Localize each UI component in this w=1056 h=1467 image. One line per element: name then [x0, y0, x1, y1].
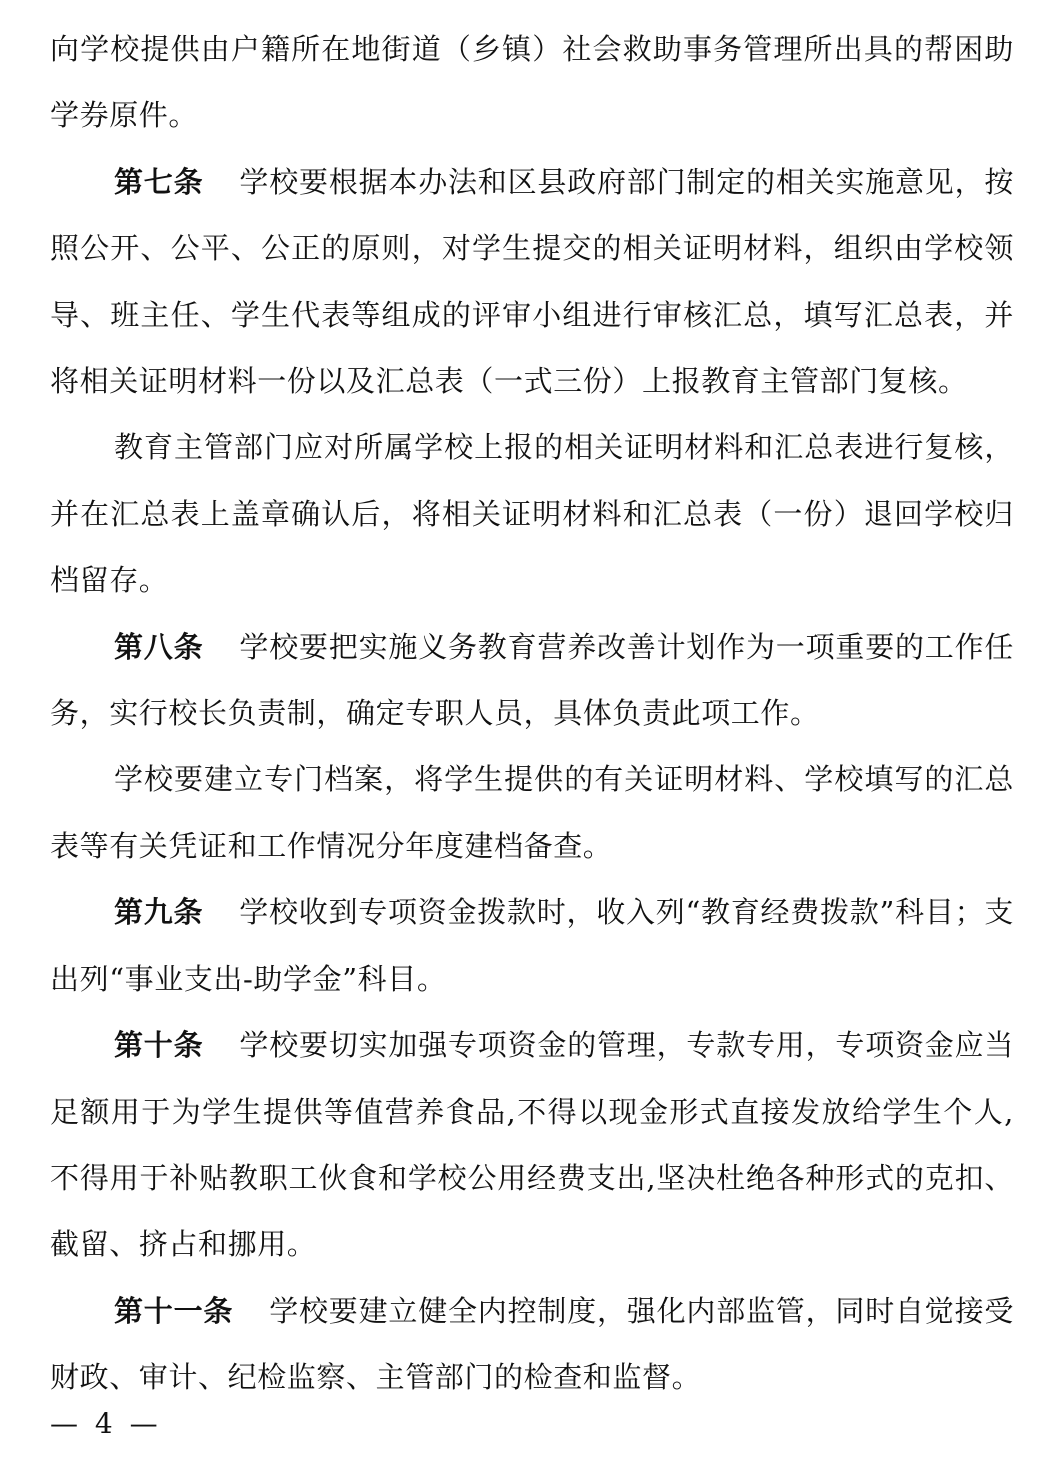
- article-11: [50, 1278, 1014, 1411]
- article-text: 学校收到专项资金拨款时，收入列“教育经费拨款”科目；支出列“事业支出-助学金”科目。: [50, 895, 1014, 996]
- page-number: — 4 —: [50, 1407, 162, 1440]
- article-heading: 第八条: [114, 629, 204, 664]
- article-9: [50, 879, 1014, 1012]
- article-8-paragraph-2: [50, 746, 1014, 879]
- article-text: 学校要建立健全内控制度，强化内部监管，同时自觉接受财政、审计、纪检监察、主管部门的检查和监督。: [50, 1293, 1014, 1395]
- article-text: 学校要根据本办法和区县政府部门制定的相关实施意见，按照公开、公平、公正的原则，对学生提交的相关证明材料，组织由学校领导、班主任、学生代表等组成的评审小组进行审核汇总，填写汇总表，并将相关证明材料一份以及汇总表（一式三份）上报教育主管部门复核。: [50, 164, 1014, 399]
- paragraph-text: 教育主管部门应对所属学校上报的相关证明材料和汇总表进行复核，并在汇总表上盖章确认后，将相关证明材料和汇总表（一份）退回学校归档留存。: [50, 430, 1014, 598]
- article-heading: 第十条: [114, 1028, 204, 1063]
- article-heading: 第七条: [114, 164, 204, 199]
- paragraph-text: 学校要建立专门档案，将学生提供的有关证明材料、学校填写的汇总表等有关凭证和工作情况分年度建档备查。: [50, 762, 1014, 863]
- article-heading: 第九条: [114, 895, 204, 930]
- article-heading: 第十一条: [114, 1293, 234, 1328]
- article-8: [50, 614, 1014, 747]
- article-text: 学校要切实加强专项资金的管理，专款专用，专项资金应当足额用于为学生提供等值营养食品,不得以现金形式直接发放给学生个人,不得用于补贴教职工伙食和学校公用经费支出,坚决杜绝各种形式的克扣、截留、挤占和挪用。: [50, 1028, 1014, 1262]
- article-7: [50, 149, 1014, 415]
- article-text: 学校要把实施义务教育营养改善计划作为一项重要的工作任务，实行校长负责制，确定专职人员，具体负责此项工作。: [50, 629, 1014, 731]
- document-body: [50, 16, 1014, 1411]
- article-10: [50, 1012, 1014, 1278]
- paragraph-continuation: [50, 16, 1014, 149]
- paragraph-text: 向学校提供由户籍所在地街道（乡镇）社会救助事务管理所出具的帮困助学券原件。: [50, 32, 1014, 133]
- article-7-paragraph-2: [50, 414, 1014, 613]
